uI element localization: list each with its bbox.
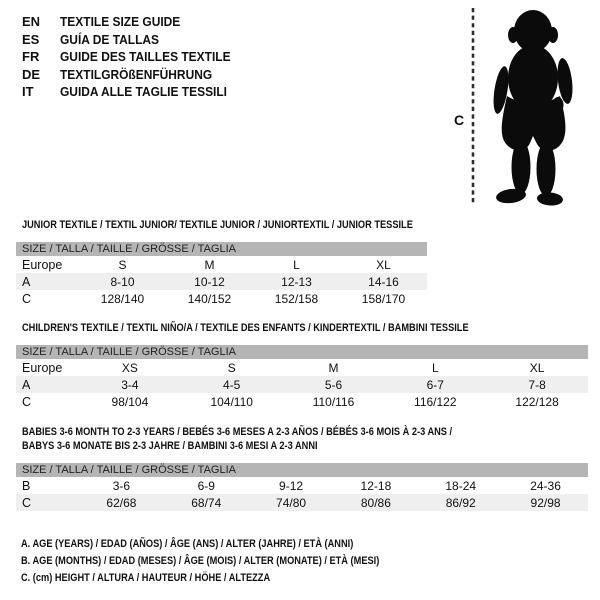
size-cell: 80/86 (360, 495, 391, 510)
size-cell: 9-12 (279, 478, 304, 493)
row-label: C (22, 495, 32, 510)
size-cell: XL (529, 360, 545, 375)
measurement-legend (16, 536, 448, 587)
table-title-line: BABYS 3-6 MONATE BIS 2-3 JAHRE / BAMBINI 3-6 MESI A 2-3 ANNI (22, 440, 318, 452)
size-cell: 86/92 (445, 495, 476, 510)
table-row (16, 477, 588, 494)
table-header-label: SIZE / TALLA / TAILLE / GRÖSSE / TAGLIA (22, 346, 236, 358)
size-cell: S (227, 360, 236, 375)
size-cell: XS (121, 360, 138, 375)
babies-textile-section (16, 425, 588, 511)
language-label: GUIDE DES TAILLES TEXTILE (60, 49, 231, 64)
size-cell: 158/170 (361, 291, 406, 306)
language-label: GUIDA ALLE TAGLIE TESSILI (60, 84, 228, 99)
row-label: A (22, 274, 31, 289)
table-header-bar (16, 463, 588, 477)
language-code: IT (22, 84, 34, 99)
size-cell: 3-6 (112, 478, 131, 493)
size-cell: 62/68 (106, 495, 137, 510)
language-code: DE (22, 66, 41, 82)
size-table (16, 242, 427, 307)
table-row (16, 359, 588, 376)
size-cell: 92/98 (530, 495, 561, 510)
language-code: ES (22, 31, 40, 47)
size-cell: 10-12 (194, 274, 225, 289)
measure-label: C (454, 112, 465, 128)
row-label: B (22, 478, 31, 493)
language-code: FR (22, 49, 40, 64)
row-label: C (22, 291, 32, 306)
size-cell: 3-4 (121, 377, 139, 392)
row-label: A (22, 377, 31, 392)
legend-line-b: B. AGE (MONTHS) / EDAD (MESES) / ÂGE (MOIS) / ALTER (MONATE) / ETÀ (MESI) (21, 555, 380, 567)
size-cell: 4-5 (223, 377, 241, 392)
table-body (16, 256, 427, 307)
junior-textile-section (16, 218, 427, 307)
language-row (22, 66, 245, 84)
table-title (16, 425, 588, 453)
language-code: EN (22, 14, 41, 29)
size-cell: 6-7 (426, 377, 444, 392)
table-body (16, 359, 588, 410)
table-row (16, 376, 588, 393)
size-cell: 12-18 (360, 478, 392, 493)
legend-line-a: A. AGE (YEARS) / EDAD (AÑOS) / ÂGE (ANS) / ALTER (JAHRE) / ETÀ (ANNI) (21, 538, 354, 550)
row-label: C (22, 394, 32, 409)
table-title-line: JUNIOR TEXTILE / TEXTIL JUNIOR/ TEXTILE JUNIOR / JUNIORTEXTIL / JUNIOR TESSILE (22, 219, 413, 231)
size-cell: 152/158 (274, 291, 319, 306)
table-header-bar (16, 345, 588, 359)
size-cell: 74/80 (276, 495, 307, 510)
language-row (22, 48, 245, 66)
language-label: GUÍA DE TALLAS (60, 31, 160, 47)
language-label: TEXTILGRÖßENFÜHRUNG (60, 66, 213, 82)
size-cell: 68/74 (191, 495, 222, 510)
table-header-label: SIZE / TALLA / TAILLE / GRÖSSE / TAGLIA (22, 243, 236, 255)
size-cell: 6-9 (197, 478, 215, 493)
size-cell: 14-16 (368, 274, 399, 289)
table-row (16, 290, 427, 307)
table-row (16, 494, 588, 511)
table-body (16, 477, 588, 511)
size-cell: 8-10 (110, 274, 135, 289)
table-title-line: BABIES 3-6 MONTH TO 2-3 YEARS / BEBÉS 3-6 MESES A 2-3 AÑOS / BÉBÉS 3-6 MOIS À 2-3 ANS / (22, 426, 453, 438)
size-cell: 122/128 (515, 394, 559, 409)
legend-line-c: C. (cm) HEIGHT / ALTURA / HAUTEUR / HÖHE / ALTEZZA (21, 572, 271, 584)
table-header-bar (16, 242, 427, 256)
size-cell: 104/110 (210, 394, 253, 409)
size-cell: L (293, 257, 300, 272)
size-table (16, 463, 588, 511)
table-title-line: CHILDREN'S TEXTILE / TEXTIL NIÑO/A / TEXTILE DES ENFANTS / KINDERTEXTIL / BAMBINI TESSILE (22, 322, 469, 334)
table-header-label: SIZE / TALLA / TAILLE / GRÖSSE / TAGLIA (22, 464, 236, 476)
size-cell: 128/140 (100, 291, 145, 306)
size-table (16, 345, 588, 410)
row-label: Europe (22, 257, 63, 272)
size-cell: M (328, 360, 339, 375)
size-cell: 7-8 (528, 377, 546, 392)
toddler-measure-figure (448, 4, 595, 214)
size-cell: 116/122 (414, 394, 457, 409)
language-title-list (22, 13, 245, 101)
table-row (16, 273, 427, 290)
size-cell: 5-6 (324, 377, 343, 392)
childrens-textile-section (16, 321, 588, 410)
table-title (16, 218, 427, 232)
table-row (16, 393, 588, 410)
size-cell: 12-13 (281, 274, 312, 289)
size-cell: 110/116 (312, 394, 355, 409)
table-row (16, 256, 427, 273)
language-row (22, 13, 245, 31)
language-label: TEXTILE SIZE GUIDE (60, 14, 181, 29)
size-cell: 18-24 (445, 478, 477, 493)
size-cell: 24-36 (530, 478, 561, 493)
language-row (22, 83, 245, 101)
size-cell: 140/152 (187, 291, 232, 306)
language-row (22, 31, 245, 49)
table-title (16, 321, 588, 335)
size-cell: M (204, 257, 215, 272)
size-cell: 98/104 (111, 394, 149, 409)
size-cell: S (118, 257, 127, 272)
row-label: Europe (22, 360, 63, 375)
size-cell: L (431, 360, 439, 375)
size-cell: XL (376, 257, 391, 272)
toddler-silhouette-icon (491, 10, 575, 206)
